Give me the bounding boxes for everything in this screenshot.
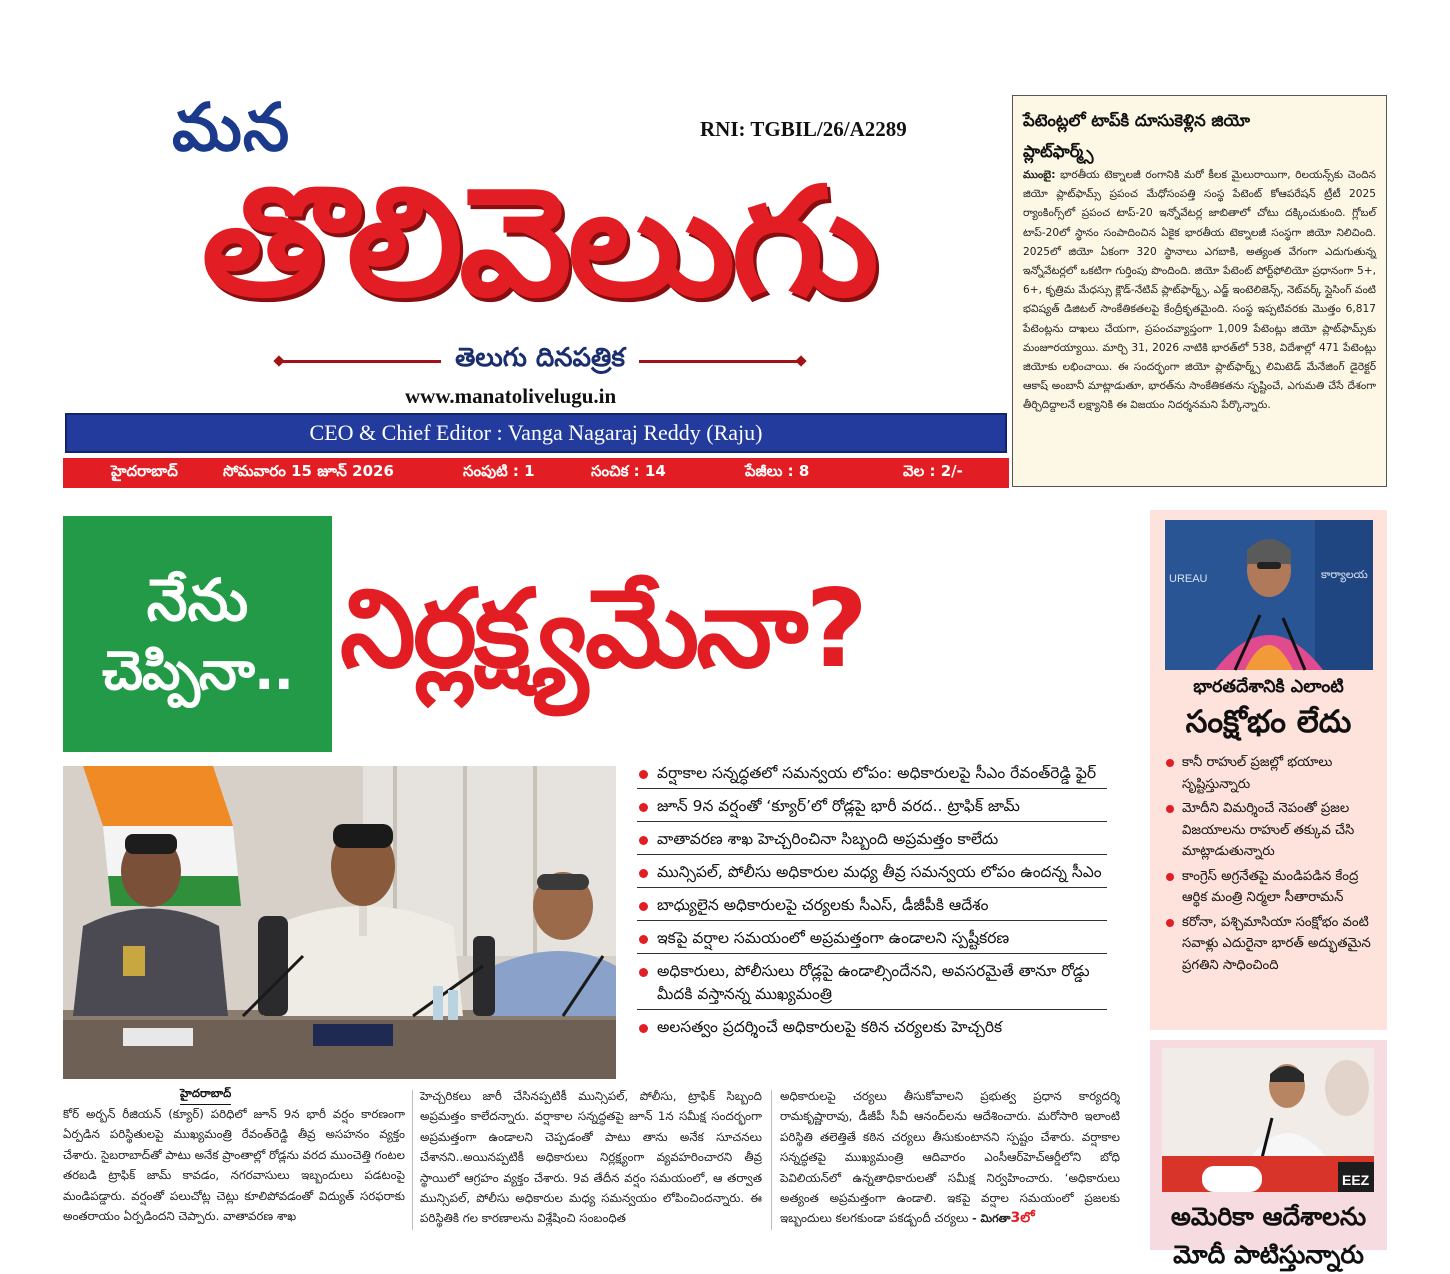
photo-backdrop-text-left: UREAU — [1169, 573, 1208, 585]
editor-bar — [65, 413, 1007, 453]
rally-speech-illustration — [1162, 1048, 1374, 1192]
edition-date: సోమవారం 15 జూన్ 2026 — [223, 462, 394, 480]
edition-city: హైదరాబాద్ — [111, 462, 178, 480]
jio-story-lead: ముంబై: — [1023, 169, 1056, 181]
rni-number: RNI: TGBIL/26/A2289 — [700, 117, 907, 141]
newspaper-logo: తొలివెలుగు — [201, 156, 875, 330]
sidebar1-bullet: కరోనా, పశ్చిమాసియా సంక్షోభం వంటి సవాళ్లు ఎదురైనా భారత్ అద్భుతమైన ప్రగతిని సాధించింది — [1164, 912, 1378, 977]
edition-issue: సంచిక : 14 — [591, 462, 666, 480]
jio-story-text: భారతీయ టెక్నాలజీ రంగానికి మరో కీలక మైలురాయిగా, రిలయన్స్‌కు చెందిన జియో ప్లాట్‌ఫామ్స్ ప్రపంచ మేధోసంపత్తి సంస్థ పేటెంట్ కోఆపరేషన్ ట్రీటీ 2025 ర్యాంకింగ్స్‌లో ప్రపంచ టాప్-20 ఇన్నోవేటర్ల జాబితాలో చోటు దక్కించుకుంది. గ్లోబల్ టాప్-20లో స్థానం సంపాదించిన ఏకైక భారతీయ టెక్నాలజీ సంస్థగా జియో నిలిచింది. 2025లో జియో ఏకంగా 320 స్థానాలు ఎగబాకి, అత్యంత వేగంగా ఎదుగుతున్న ఇన్నోవేటర్లలో ఒకటిగా గుర్తింపు పొందింది. జియో పేటెంట్ పోర్ట్‌ఫోలియో ప్రధానంగా 5+, 6+, కృత్రిమ మేధస్సు క్లౌడ్-నేటివ్ ప్లాట్‌ఫార్మ్స్, ఎడ్జ్ ఇంటెలిజెన్స్, నెట్‌వర్క్ స్లైసింగ్ వంటి భవిష్యత్ డిజిటల్ సాంకేతికతలపై కేంద్రీకృతమైంది. సంస్థ ఇప్పటివరకు మొత్తం 6,817 పేటెంట్లను దాఖలు చేయగా, ప్రపంచవ్యాప్తంగా 1,009 పేటెంట్లు జియో ప్లాట్‌ఫామ్స్‌కు మంజూరయ్యాయి. మార్చి 31, 2026 నాటికి భారత్‌లో 538, విదేశాల్లో 471 పేటెంట్లు జియోకు లభించాయి. ఈ సందర్భంగా జియో ప్లాట్‌ఫార్మ్స్ లిమిటెడ్ మేనేజింగ్ డైరెక్టర్ ఆకాష్ అంబానీ మాట్లాడుతూ, భారత్‌ను సాంకేతికతను సృష్టించే, ఎగుమతి చేసే దేశంగా తీర్చిదిద్దాలనే లక్ష్యానికి ఈ విజయం నిదర్శనమని పేర్కొన్నారు. — [1023, 169, 1376, 412]
edition-volume: సంపుటి : 1 — [463, 462, 535, 480]
finance-minister-photo — [1165, 520, 1373, 670]
meeting-photo-illustration — [63, 766, 616, 1079]
editor-credit: CEO & Chief Editor : Vanga Nagaraj Reddy (Raju) — [309, 420, 763, 445]
jio-patent-story — [1012, 95, 1387, 487]
article-column-3 — [780, 1086, 1120, 1226]
main-headline: నిర్లక్ష్యమేనా? — [340, 567, 866, 692]
jio-story-title-1: పేటెంట్లలో టాప్‌కి దూసుకెళ్లిన జియో — [1023, 111, 1251, 130]
article-column-3-text: అధికారులపై చర్యలు తీసుకోవాలని ప్రభుత్వ ప్రధాన కార్యదర్శి రామకృష్ణారావు, డీజీపీ సీవీ ఆనంద్‌లను ఆదేశించారు. మరోసారి ఇలాంటి పరిస్థితి తలెత్తితే కఠిన చర్యలు తీసుకుంటానని స్పష్టం చేశారు. వర్షాకాల సన్నద్ధతపై ముఖ్యమంత్రి ఆదివారం ఎంసీఆర్‌హెచ్‌ఆర్డీలోని బోధి పెవిలియన్‌లో ఉన్నతాధికారులతో సమీక్ష నిర్వహించారు. ‘అధికారులు అత్యంత అప్రమత్తంగా ఉండాలి. ఇకపై వర్షాల సమయంలో ప్రజలకు ఇబ్బందులు కలగకుండా పకడ్బందీ చర్యలు — [780, 1089, 1120, 1226]
column-divider — [771, 1090, 772, 1230]
tagline-rule-right — [639, 360, 805, 363]
article-column-2: హెచ్చరికలు జారీ చేసినప్పటికీ మున్సిపల్, పోలీసు, ట్రాఫిక్ సిబ్బంది అప్రమత్తం కాలేదన్నారు. వర్షాకాల సన్నద్ధతపై జూన్ 1న సమీక్ష సందర్భంగా అప్రమత్తంగా ఉండాలని చెప్పడంతో పాటు తాను అనేక సూచనలు చేశానని..అయినప్పటికీ అధికారులు నిర్లక్ష్యంగా వ్యవహరించారని తీవ్ర స్థాయిలో ఆగ్రహం వ్యక్తం చేశారు. 9వ తేదీన వర్షం సమయంలో, ఆ తర్వాత మున్సిపల్, పోలీసు అధికారుల మధ్య సమన్వయం లోపించిందన్నారు. ఈ పరిస్థితికి గల కారణాలను విశ్లేషించి సంబంధిత — [420, 1089, 762, 1226]
jio-story-body — [1023, 166, 1376, 416]
sidebar-story-economy — [1150, 510, 1387, 1030]
sidebar1-subhead: భారతదేశానికి ఎలాంటి — [1193, 677, 1344, 697]
masthead — [60, 89, 1010, 490]
headline-kicker-line1: నేను — [146, 566, 249, 634]
sidebar-story-rahul — [1150, 1040, 1387, 1269]
continued-page: 3లో — [1010, 1210, 1035, 1227]
banner-text: EEZ — [1342, 1172, 1370, 1188]
bullet-item: వాతావరణ శాఖ హెచ్చరించినా సిబ్బంది అప్రమత్తం కాలేదు — [637, 828, 1107, 855]
tagline-row — [275, 343, 805, 379]
headline-bullet-list — [637, 762, 1107, 1048]
tagline-rule-left — [275, 360, 441, 363]
jio-story-title-2: ప్లాట్‌ఫార్మ్స్ — [1023, 142, 1094, 161]
tagline: తెలుగు దినపత్రిక — [455, 343, 625, 373]
photo-backdrop-text-right: కార్యాలయ — [1321, 568, 1368, 581]
article-dateline: హైదరాబాద్ — [180, 1086, 231, 1105]
bullet-item: మున్సిపల్, పోలీసు అధికారుల మధ్య తీవ్ర సమన్వయ లోపం ఉందన్న సీఎం — [637, 861, 1107, 888]
sidebar1-bullet: కాంగ్రెస్ అగ్రనేతపై మండిపడిన కేంద్ర ఆర్థిక మంత్రి నిర్మలా సీతారామన్ — [1164, 866, 1378, 909]
sidebar1-bullet: మోదీని విమర్శించే నెపంతో ప్రజల విజయాలను రాహుల్ తక్కువ చేసి మాట్లాడుతున్నారు — [1164, 798, 1378, 863]
bullet-item: జూన్ 9న వర్షంతో ‘క్యూర్’లో రోడ్లపై భారీ వరద.. ట్రాఫిక్ జామ్ — [637, 795, 1107, 822]
bullet-item: ఇకపై వర్షాల సమయంలో అప్రమత్తంగా ఉండాలని స్పష్టీకరణ — [637, 927, 1107, 954]
sidebar1-bullet: కానీ రాహుల్ ప్రజల్లో భయాలు సృష్టిస్తున్నారు — [1164, 752, 1378, 795]
logo-top-text: మన — [172, 89, 291, 166]
sidebar1-bullet-list — [1164, 752, 1378, 979]
sidebar2-headline-line2: మోదీ పాటిస్తున్నారు — [1173, 1240, 1364, 1269]
date-bar — [63, 458, 1009, 488]
sidebar1-headline: సంక్షోభం లేదు — [1185, 704, 1352, 740]
edition-price: వెల : 2/- — [903, 462, 963, 480]
sidebar2-headline: అమెరికా ఆదేశాలను — [1170, 1202, 1367, 1231]
column-divider — [412, 1090, 413, 1230]
press-conference-illustration — [1165, 520, 1373, 670]
bullet-item: వర్షాకాల సన్నద్ధతలో సమన్వయ లోపం: అధికారులపై సీఎం రేవంత్‌రెడ్డి ఫైర్ — [637, 762, 1107, 789]
continued-marker[interactable] — [972, 1212, 1035, 1225]
headline-kicker-line2: చెప్పినా.. — [101, 638, 294, 702]
headline-kicker-box — [63, 516, 332, 752]
rahul-gandhi-photo — [1162, 1048, 1374, 1192]
bullet-item: అలసత్వం ప్రదర్శించే అధికారులపై కఠిన చర్యలకు హెచ్చరిక — [637, 1016, 1107, 1042]
bullet-item: అధికారులు, పోలీసులు రోడ్లపై ఉండాల్సిందేనని, అవసరమైతే తానూ రోడ్డు మీదకి వస్తానన్న ముఖ్యమంత్రి — [637, 960, 1107, 1010]
continued-prefix: - మిగతా — [972, 1212, 1011, 1226]
bullet-item: బాధ్యులైన అధికారులపై చర్యలకు సీఎస్, డీజీపీకి ఆదేశం — [637, 894, 1107, 921]
website-url: www.manatolivelugu.in — [405, 384, 617, 408]
edition-pages: పేజీలు : 8 — [745, 462, 810, 480]
article-column-1: కోర్ అర్బన్ రీజియన్ (క్యూర్) పరిధిలో జూన్ 9న భారీ వర్షం కారణంగా ఏర్పడిన పరిస్థితులపై ముఖ్యమంత్రి రేవంత్‌రెడ్డి తీవ్ర అసహనం వ్యక్తం చేశారు. సైబరాబాద్‌తో పాటు అనేక ప్రాంతాల్లో రోడ్లను వరద ముంచెత్తి గంటల తరబడి ట్రాఫిక్ జామ్ కావడం, నగరవాసులు ఇబ్బందులు పడటంపై మండిపడ్డారు. వర్షంతో పలుచోట్ల చెట్లు కూలిపోవడంతో విద్యుత్ సరఫరాకు అంతరాయం ఏర్పడిందని చెప్పారు. వాతావరణ శాఖ — [63, 1107, 405, 1224]
main-news-photo — [63, 766, 616, 1079]
